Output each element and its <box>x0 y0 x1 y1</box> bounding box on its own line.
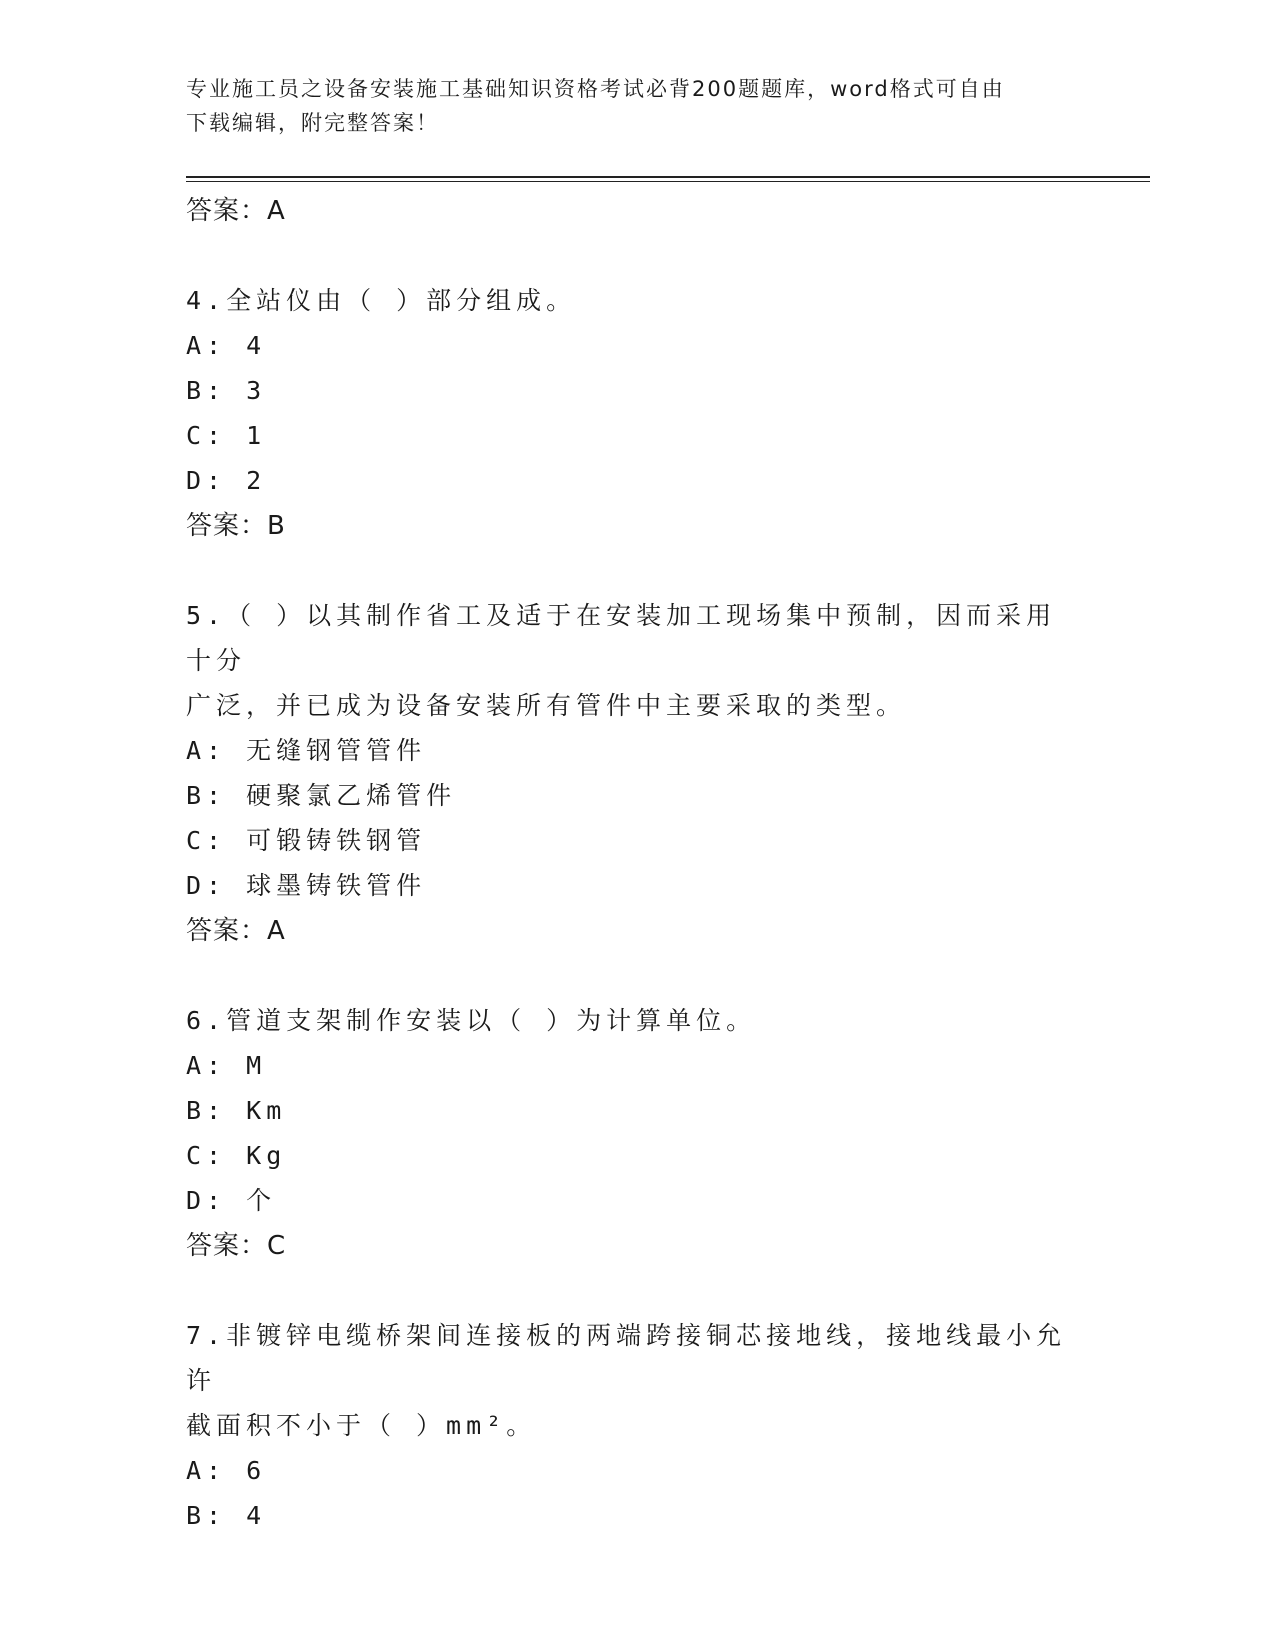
document-header <box>186 72 1066 140</box>
option-d: D: 球墨铸铁管件 <box>186 871 427 900</box>
option-a: A: M <box>186 1051 267 1080</box>
question-6 <box>186 998 1086 1269</box>
option-c: C: 可锻铸铁钢管 <box>186 826 427 855</box>
spacer <box>186 549 1086 593</box>
answer-q3: 答案：A <box>186 196 286 226</box>
option-b: B: Km <box>186 1096 287 1125</box>
option-b: B: 4 <box>186 1501 267 1530</box>
question-stem: 6.管道支架制作安装以（ ）为计算单位。 <box>186 1006 757 1035</box>
answer-q4: 答案：B <box>186 511 286 541</box>
header-rule-thin <box>186 181 1150 182</box>
question-4 <box>186 278 1086 549</box>
option-b: B: 硬聚氯乙烯管件 <box>186 781 457 810</box>
question-stem-line-2: 截面积不小于（ ）mm²。 <box>186 1411 537 1440</box>
question-5 <box>186 593 1086 954</box>
option-d: D: 个 <box>186 1186 277 1215</box>
header-line-2: 下载编辑，附完整答案！ <box>186 111 439 135</box>
spacer <box>186 234 1086 278</box>
spacer <box>186 954 1086 998</box>
spacer <box>186 1269 1086 1313</box>
option-a: A: 6 <box>186 1456 267 1485</box>
option-a: A: 无缝钢管管件 <box>186 736 427 765</box>
option-b: B: 3 <box>186 376 267 405</box>
answer-q5: 答案：A <box>186 916 286 946</box>
question-7 <box>186 1313 1086 1538</box>
answer-q6: 答案：C <box>186 1231 287 1261</box>
option-d: D: 2 <box>186 466 267 495</box>
question-stem-line-1: 7.非镀锌电缆桥架间连接板的两端跨接铜芯接地线，接地线最小允许 <box>186 1321 1067 1395</box>
option-a: A: 4 <box>186 331 267 360</box>
question-stem: 4.全站仪由（ ）部分组成。 <box>186 286 577 315</box>
question-stem-line-2: 广泛，并已成为设备安装所有管件中主要采取的类型。 <box>186 691 907 720</box>
question-list <box>186 188 1086 1538</box>
option-c: C: 1 <box>186 421 267 450</box>
header-line-1: 专业施工员之设备安装施工基础知识资格考试必背200题题库，word格式可自由 <box>186 77 1005 101</box>
option-c: C: Kg <box>186 1141 287 1170</box>
header-rule-thick <box>186 176 1150 178</box>
question-stem-line-1: 5.（ ）以其制作省工及适于在安装加工现场集中预制，因而采用十分 <box>186 601 1057 675</box>
